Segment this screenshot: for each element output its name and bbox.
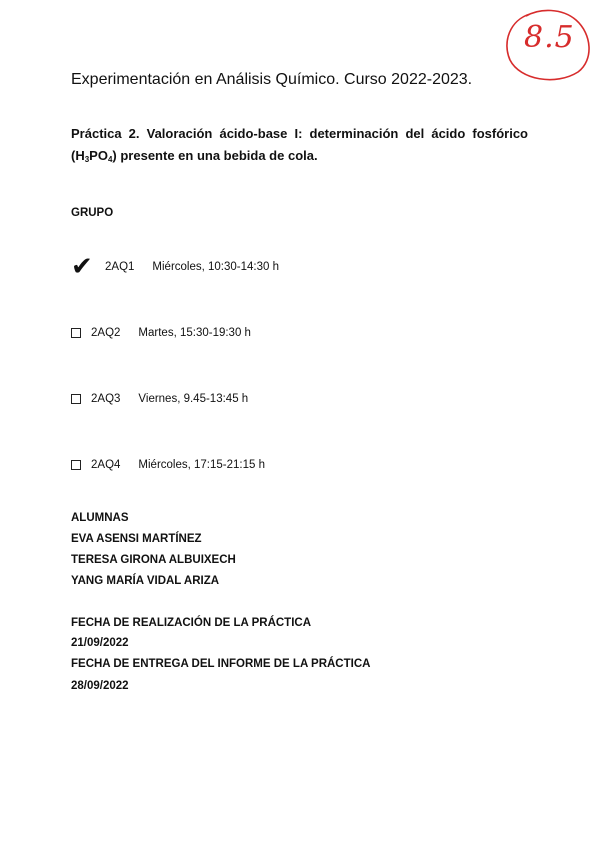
group-code: 2AQ4: [91, 459, 121, 471]
checkbox-icon[interactable]: [71, 328, 81, 338]
group-schedule: Martes, 15:30-19:30 h: [138, 327, 251, 339]
grupo-heading: GRUPO: [71, 207, 114, 219]
group-schedule: Miércoles, 17:15-21:15 h: [138, 459, 265, 471]
practice-mid: PO: [89, 148, 108, 163]
practice-subscript-4: 4: [107, 155, 113, 164]
group-schedule: Viernes, 9.45-13:45 h: [138, 393, 249, 405]
group-option-2aq3[interactable]: [71, 393, 248, 405]
group-schedule: Miércoles, 10:30-14:30 h: [152, 261, 279, 273]
group-code: 2AQ1: [105, 261, 135, 273]
group-option-2aq2[interactable]: [71, 327, 251, 339]
group-code: 2AQ3: [91, 393, 121, 405]
group-code: 2AQ2: [91, 327, 121, 339]
realizacion-date: 21/09/2022: [71, 637, 129, 649]
student-name: TERESA GIRONA ALBUIXECH: [71, 554, 236, 566]
checkbox-icon[interactable]: [71, 394, 81, 404]
grade-value: 8.5: [524, 20, 575, 55]
document-title: Experimentación en Análisis Químico. Curso 2022-2023.: [71, 71, 473, 88]
grade-annotation: [500, 6, 592, 86]
checkbox-icon[interactable]: [71, 460, 81, 470]
practice-prefix: Práctica 2. Valoración ácido-base I: determinación del ácido fosfórico (H: [71, 126, 528, 163]
alumnas-heading: ALUMNAS: [71, 512, 129, 524]
student-name: EVA ASENSI MARTÍNEZ: [71, 533, 202, 545]
entrega-label: FECHA DE ENTREGA DEL INFORME DE LA PRÁCTICA: [71, 658, 371, 670]
entrega-date: 28/09/2022: [71, 680, 129, 692]
student-name: YANG MARÍA VIDAL ARIZA: [71, 575, 220, 587]
checkmark-icon: ✔: [71, 252, 93, 282]
practice-suffix: ) presente en una bebida de cola.: [112, 148, 318, 163]
realizacion-label: FECHA DE REALIZACIÓN DE LA PRÁCTICA: [71, 617, 312, 629]
group-option-2aq4[interactable]: [71, 459, 265, 471]
practice-subscript-3: 3: [84, 155, 90, 164]
group-option-2aq1[interactable]: [71, 254, 279, 280]
practice-description: [71, 123, 528, 171]
